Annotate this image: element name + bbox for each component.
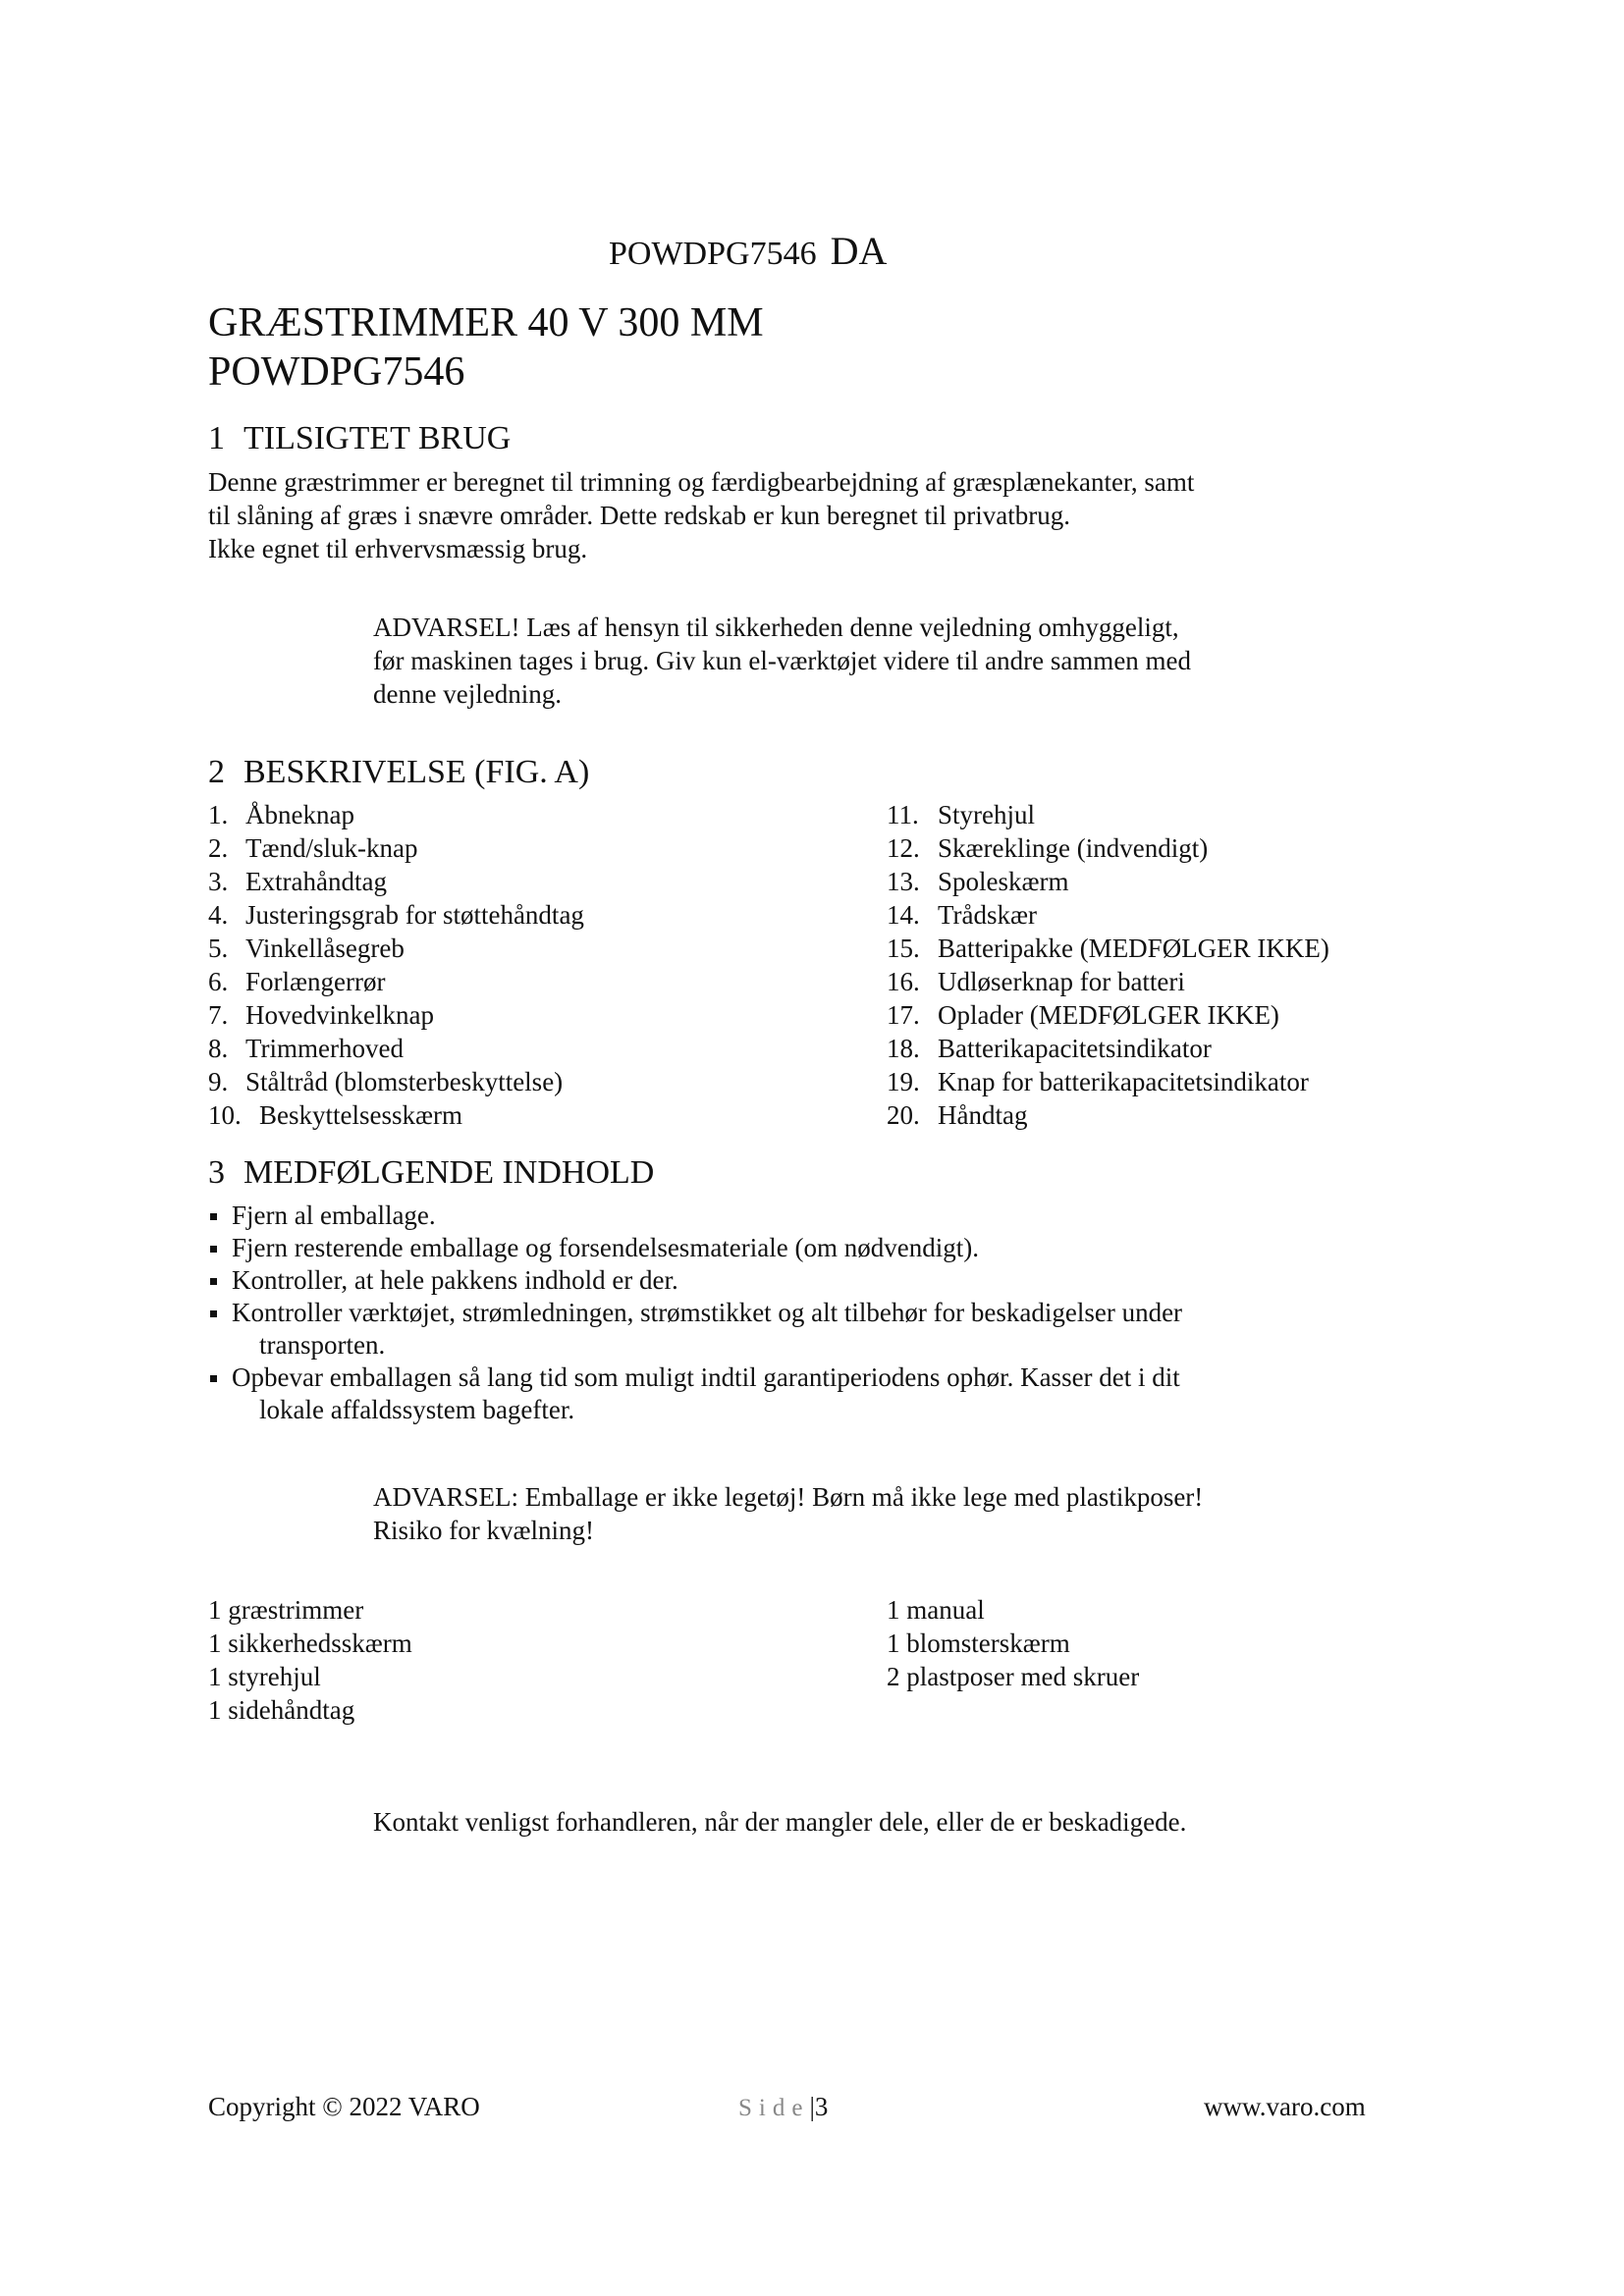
list-item: 1 manual [887,1595,985,1625]
section-3-heading [208,1154,654,1192]
page-label: Side [738,2095,810,2121]
description-list-right [887,798,1329,1132]
bullet-icon [210,1278,217,1285]
list-item: 17. Oplader (MEDFØLGER IKKE) [887,1000,1279,1030]
header-model: POWDPG7546 [609,236,817,272]
document-header [609,228,887,274]
section-3-warning [373,1480,1203,1547]
footer-page-number [738,2092,828,2122]
footer-website: www.varo.com [1204,2092,1366,2121]
document-title [208,298,764,397]
list-item: 19. Knap for batterikapacitetsindikator [887,1067,1309,1096]
section-number: 2 [208,754,225,790]
section-1-heading [208,420,511,457]
paragraph-line: Ikke egnet til erhvervsmæssig brug. [208,534,588,563]
list-item: 2 plastposer med skruer [887,1662,1140,1691]
warning-line: ADVARSEL! Læs af hensyn til sikkerheden denne vejledning omhyggeligt, [373,613,1179,642]
list-item: 14. Trådskær [887,900,1038,930]
list-item: 9. Ståltråd (blomsterbeskyttelse) [208,1067,564,1096]
list-item: 7. Hovedvinkelknap [208,1000,434,1030]
header-language: DA [830,229,888,273]
title-line-2: POWDPG7546 [208,349,465,395]
bullet-icon [210,1375,217,1382]
paragraph-line: Denne græstrimmer er beregnet til trimning og færdigbearbejdning af græsplænekanter, samt [208,467,1195,497]
list-item: 16. Udløserknap for batteri [887,967,1185,996]
section-number: 3 [208,1154,225,1191]
bullet-icon [210,1310,217,1317]
warning-line: denne vejledning. [373,679,562,709]
section-title: MEDFØLGENDE INDHOLD [244,1154,655,1191]
list-item: 2. Tænd/sluk-knap [208,833,418,863]
list-item: 6. Forlængerrør [208,967,386,996]
section-number: 1 [208,420,225,456]
list-item: 1 sidehåndtag [208,1695,355,1725]
list-item: 13. Spoleskærm [887,867,1069,896]
list-item: Kontroller, at hele pakkens indhold er der. [208,1264,1182,1297]
contents-checklist [208,1200,1182,1426]
footer-copyright: Copyright © 2022 VARO [208,2092,480,2121]
list-item: 1 blomsterskærm [887,1629,1070,1658]
list-item: 20. Håndtag [887,1100,1028,1130]
list-item: 4. Justeringsgrab for støttehåndtag [208,900,584,930]
list-item: 8. Trimmerhoved [208,1034,404,1063]
warning-line: før maskinen tages i brug. Giv kun el-værktøjet videre til andre sammen med [373,646,1192,675]
section-1-paragraph [208,465,1194,565]
section-1-warning [373,611,1191,711]
section-2-heading [208,754,589,791]
package-contents-right [887,1593,1139,1693]
list-item: 1 sikkerhedsskærm [208,1629,412,1658]
contact-note: Kontakt venligst forhandleren, når der mangler dele, eller de er beskadigede. [373,1807,1187,1837]
list-item: 11. Styrehjul [887,800,1035,829]
bullet-icon [210,1213,217,1220]
title-line-1: GRÆSTRIMMER 40 V 300 MM [208,300,764,346]
list-item: 12. Skæreklinge (indvendigt) [887,833,1209,863]
list-item: 3. Extrahåndtag [208,867,387,896]
list-item: 10. Beskyttelsesskærm [208,1100,462,1130]
page-number: 3 [814,2092,829,2121]
section-title: BESKRIVELSE (FIG. A) [244,754,590,790]
list-item: 5. Vinkellåsegreb [208,934,405,963]
warning-line: ADVARSEL: Emballage er ikke legetøj! Børn må ikke lege med plastikposer! [373,1482,1204,1512]
warning-line: Risiko for kvælning! [373,1516,595,1545]
section-title: TILSIGTET BRUG [244,420,512,456]
list-item: 1 græstrimmer [208,1595,364,1625]
list-item: Fjern resterende emballage og forsendelsesmateriale (om nødvendigt). [208,1232,1182,1264]
page-separator: | [809,2092,815,2121]
list-item: Kontroller værktøjet, strømledningen, strømstikket og alt tilbehør for beskadigelser under transporten. [208,1297,1182,1362]
list-item: 18. Batterikapacitetsindikator [887,1034,1212,1063]
paragraph-line: til slåning af græs i snævre områder. Dette redskab er kun beregnet til privatbrug. [208,501,1071,530]
package-contents-left [208,1593,412,1727]
list-item: 15. Batteripakke (MEDFØLGER IKKE) [887,934,1329,963]
list-item: 1. Åbneknap [208,800,354,829]
list-item: Opbevar emballagen så lang tid som muligt indtil garantiperiodens ophør. Kasser det i dit lokale affaldssystem bagefter. [208,1362,1182,1426]
list-item: 1 styrehjul [208,1662,321,1691]
description-list-left [208,798,584,1132]
bullet-icon [210,1246,217,1253]
list-item: Fjern al emballage. [208,1200,1182,1232]
